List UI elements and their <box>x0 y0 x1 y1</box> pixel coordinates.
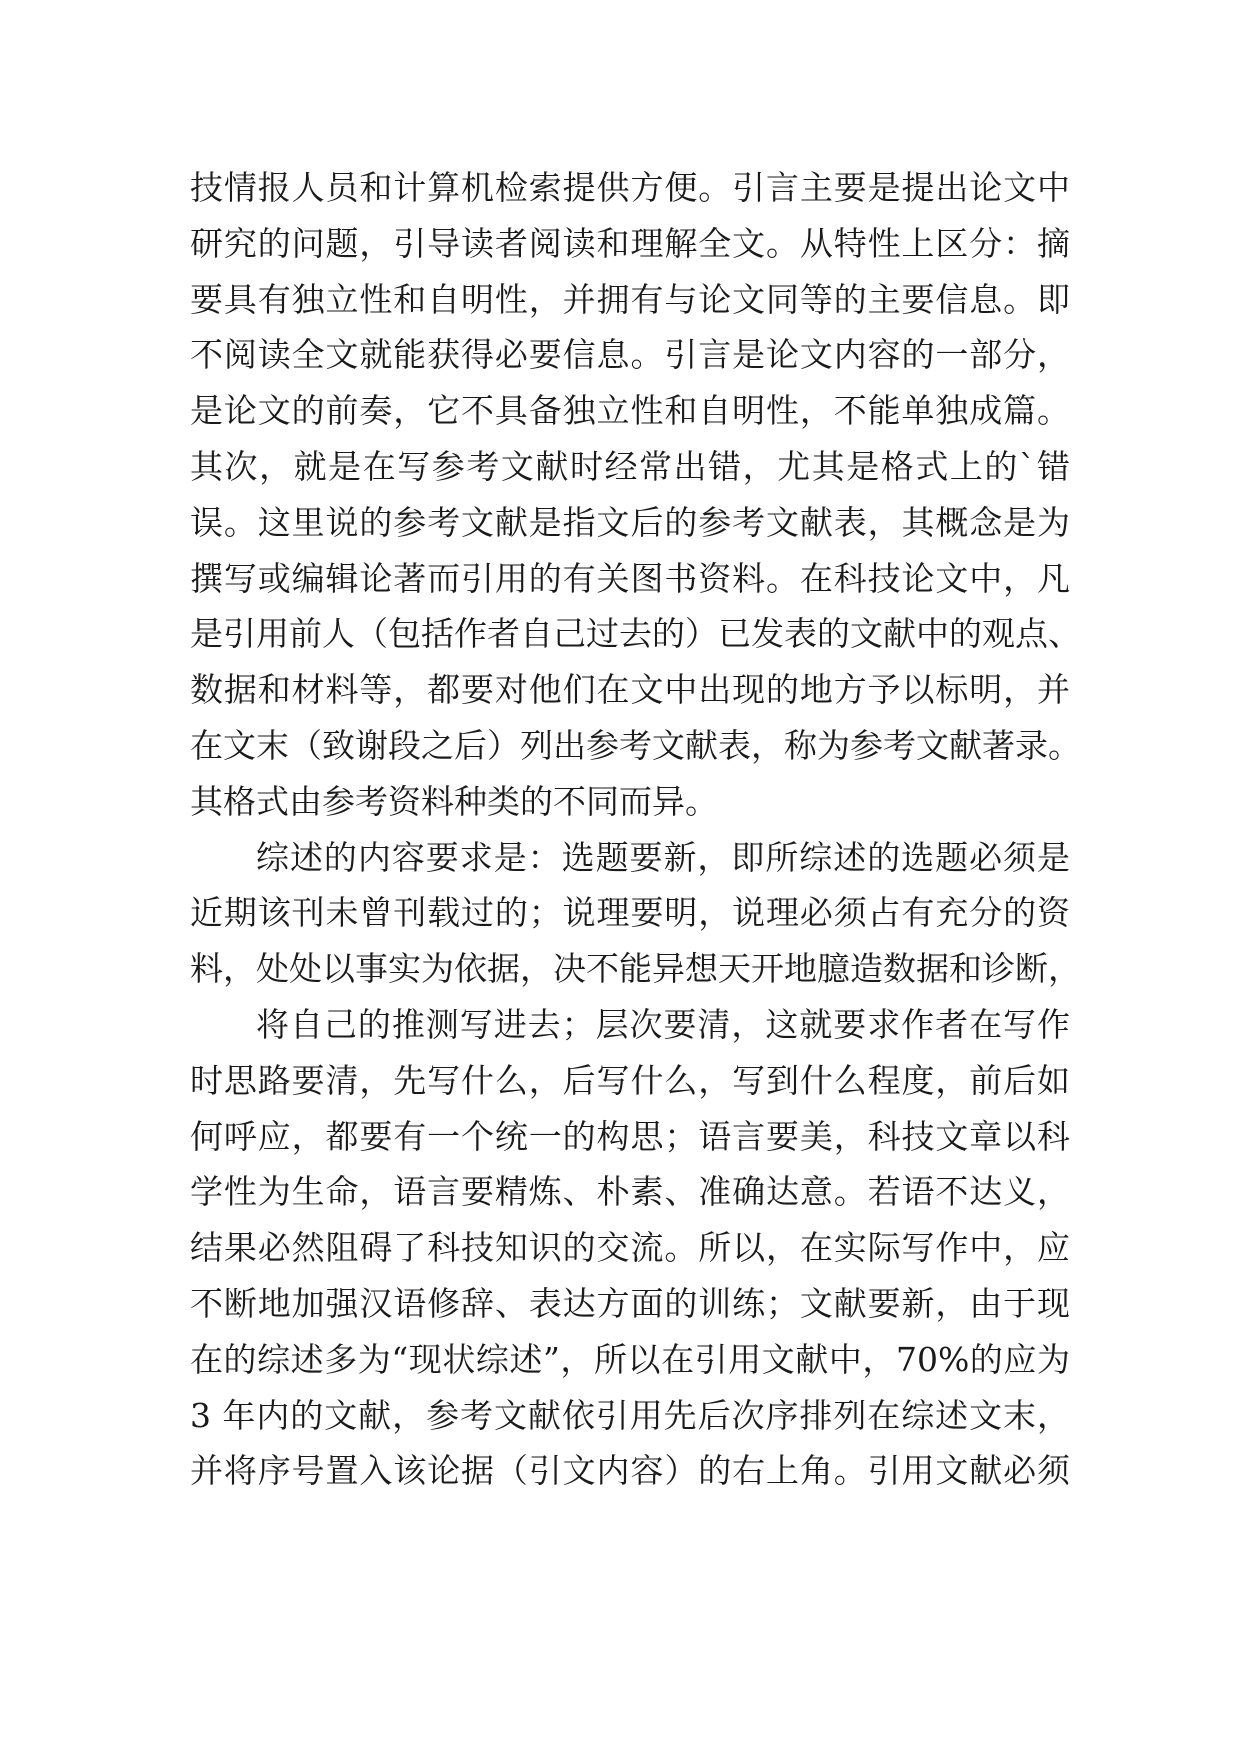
text-line: 结果必然阻碍了科技知识的交流。所以，在实际写作中，应 <box>190 1228 1070 1268</box>
text-line: 3 年内的文献，参考文献依引用先后次序排列在综述文末， <box>190 1395 1070 1435</box>
text-line: 在的综述多为“现状综述”，所以在引用文献中，70%的应为 <box>190 1339 1070 1379</box>
text-line: 并将序号置入该论据（引文内容）的右上角。引用文献必须 <box>190 1451 1070 1491</box>
text-line: 是论文的前奏，它不具备独立性和自明性，不能单独成篇。 <box>190 391 1070 431</box>
text-line: 何呼应，都要有一个统一的构思；语言要美，科技文章以科 <box>190 1116 1070 1156</box>
body-text <box>190 160 1081 1499</box>
text-line: 误。这里说的参考文献是指文后的参考文献表，其概念是为 <box>190 502 1070 542</box>
text-line: 技情报人员和计算机检索提供方便。引言主要是提出论文中 <box>190 168 1070 207</box>
text-line: 综述的内容要求是：选题要新，即所综述的选题必须是 <box>256 837 1070 877</box>
text-line: 其格式由参考资料种类的不同而异。 <box>190 781 718 821</box>
text-line: 撰写或编辑论著而引用的有关图书资料。在科技论文中，凡 <box>190 558 1070 598</box>
text-line: 在文末（致谢段之后）列出参考文献表，称为参考文献著录。 <box>190 725 1081 765</box>
text-line: 不阅读全文就能获得必要信息。引言是论文内容的一部分， <box>190 335 1070 375</box>
text-line: 研究的问题，引导读者阅读和理解全文。从特性上区分：摘 <box>190 223 1070 263</box>
text-line: 其次，就是在写参考文献时经常出错，尤其是格式上的`错 <box>190 446 1070 486</box>
text-line: 要具有独立性和自明性，并拥有与论文同等的主要信息。即 <box>190 279 1070 319</box>
text-line: 料，处处以事实为依据，决不能异想天开地臆造数据和诊断， <box>190 949 1081 989</box>
text-line: 是引用前人（包括作者自己过去的）已发表的文献中的观点、 <box>190 614 1081 654</box>
text-line: 时思路要清，先写什么，后写什么，写到什么程度，前后如 <box>190 1060 1070 1100</box>
text-line: 近期该刊未曾刊载过的；说理要明，说理必须占有充分的资 <box>190 893 1070 933</box>
text-line: 不断地加强汉语修辞、表达方面的训练；文献要新，由于现 <box>190 1283 1070 1323</box>
text-line: 将自己的推测写进去；层次要清，这就要求作者在写作 <box>256 1004 1070 1044</box>
text-line: 数据和材料等，都要对他们在文中出现的地方予以标明，并 <box>190 670 1070 710</box>
text-line: 学性为生命，语言要精炼、朴素、准确达意。若语不达义， <box>190 1172 1070 1212</box>
